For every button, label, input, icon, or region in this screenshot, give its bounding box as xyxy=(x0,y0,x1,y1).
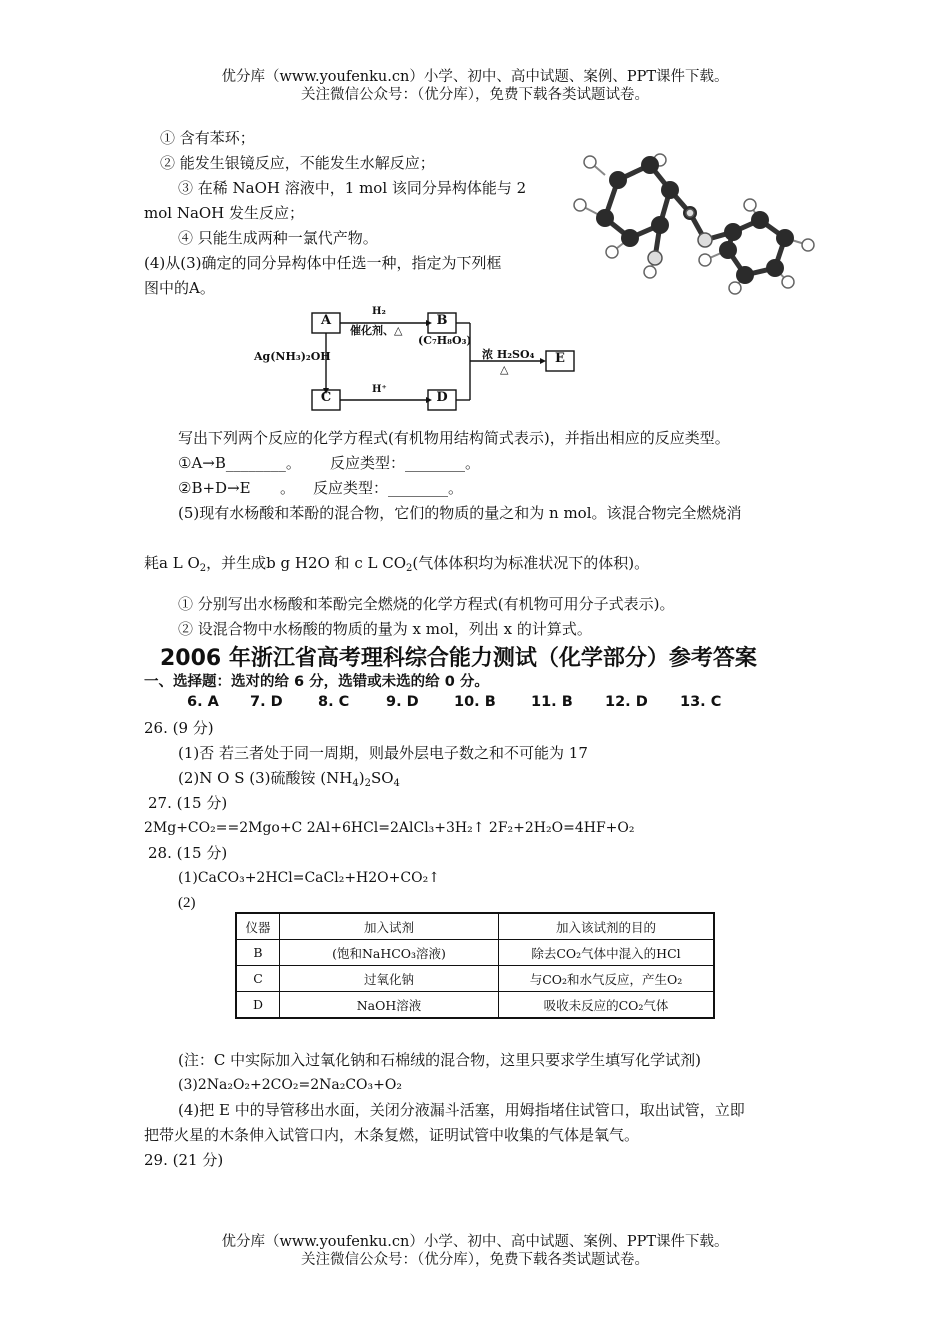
q29-heading: 29. (21 分) xyxy=(144,1151,224,1169)
condition-4: ④ 只能生成两种一氯代产物。 xyxy=(178,229,378,247)
instruction-text: 写出下列两个反应的化学方程式(有机物用结构简式表示)，并指出相应的反应类型。 xyxy=(178,429,730,447)
silver-ammonia-label: Ag(NH₃)₂OH xyxy=(254,350,331,363)
h-plus-label: H⁺ xyxy=(372,384,387,395)
molecule-model-image xyxy=(560,150,820,300)
table-row xyxy=(236,966,714,992)
h2so4-label: 浓 H₂SO₄ xyxy=(482,348,535,361)
table-header-row xyxy=(236,913,714,940)
h2-label: H₂ xyxy=(372,306,386,317)
choice-answer-10: 10. B xyxy=(454,694,496,710)
condition-1: ① 含有苯环； xyxy=(160,129,255,147)
q27-equations: 2Mg+CO₂==2Mgo+C 2Al+6HCl=2AlCl₃+3H₂↑ 2F₂+2H₂O=4HF+O₂ xyxy=(144,820,635,836)
table-header: 仪器 xyxy=(236,913,280,940)
condition-2: ② 能发生银镜反应，不能发生水解反应； xyxy=(160,154,435,172)
q26-heading: 26. (9 分) xyxy=(144,719,214,737)
table-cell: 吸收未反应的CO₂气体 xyxy=(499,992,715,1019)
reaction2-label: ②B+D→E xyxy=(178,479,251,497)
reaction1-label: ①A→B________。 xyxy=(178,454,301,472)
part4-line2: 图中的A。 xyxy=(144,279,215,297)
q28-part4-line2: 把带火星的木条伸入试管口内，木条复燃，证明试管中收集的气体是氧气。 xyxy=(144,1126,640,1144)
section-1-heading: 一、选择题：选对的给 6 分，选错或未选的给 0 分。 xyxy=(144,674,489,690)
heat-label: △ xyxy=(500,363,509,376)
table-cell: (饱和NaHCO₃溶液) xyxy=(280,940,499,966)
table-cell: 除去CO₂气体中混入的HCl xyxy=(499,940,715,966)
table-header: 加入该试剂的目的 xyxy=(499,913,715,940)
box-c-label: C xyxy=(320,390,332,405)
table-cell: NaOH溶液 xyxy=(280,992,499,1019)
choice-answer-7: 7. D xyxy=(250,694,283,710)
q28-note: (注：C 中实际加入过氧化钠和石棉绒的混合物，这里只要求学生填写化学试剂) xyxy=(178,1051,701,1069)
choice-answer-12: 12. D xyxy=(605,694,648,710)
choice-answer-8: 8. C xyxy=(318,694,350,710)
choice-answer-6: 6. A xyxy=(187,694,219,710)
table-cell: C xyxy=(236,966,280,992)
choice-answer-11: 11. B xyxy=(531,694,573,710)
q26-part1: (1)否 若三者处于同一周期，则最外层电子数之和不可能为 17 xyxy=(178,744,588,762)
box-b-label: B xyxy=(436,313,448,328)
box-a-label: A xyxy=(320,313,332,328)
table-row xyxy=(236,940,714,966)
q27-heading: 27. (15 分) xyxy=(148,794,228,812)
choice-answer-9: 9. D xyxy=(386,694,419,710)
condition-3b: mol NaOH 发生反应； xyxy=(144,204,305,222)
page-footer-line2: 关注微信公众号：（优分库），免费下载各类试题试卷。 xyxy=(301,1252,649,1268)
q28-heading: 28. (15 分) xyxy=(148,844,228,862)
table-cell: D xyxy=(236,992,280,1019)
sub-question-1: ① 分别写出水杨酸和苯酚完全燃烧的化学方程式(有机物可用分子式表示)。 xyxy=(178,595,675,613)
table-cell: 过氧化钠 xyxy=(280,966,499,992)
q28-part3: (3)2Na₂O₂+2CO₂=2Na₂CO₃+O₂ xyxy=(178,1077,402,1093)
table-cell: 与CO₂和水气反应，产生O₂ xyxy=(499,966,715,992)
page-header-line2: 关注微信公众号：（优分库），免费下载各类试题试卷。 xyxy=(301,87,649,103)
part5-line1: (5)现有水杨酸和苯酚的混合物，它们的物质的量之和为 n mol。该混合物完全燃烧消 xyxy=(178,504,742,522)
box-e-label: E xyxy=(555,351,565,366)
q28-part4-line1: (4)把 E 中的导管移出水面，关闭分液漏斗活塞，用姆指堵住试管口，取出试管，立即 xyxy=(178,1101,745,1119)
reagent-table xyxy=(235,912,715,1019)
page-footer-line1: 优分库（www.youfenku.cn）小学、初中、高中试题、案例、PPT课件下载。 xyxy=(221,1234,729,1250)
box-d-label: D xyxy=(436,390,448,405)
page-header-line1: 优分库（www.youfenku.cn）小学、初中、高中试题、案例、PPT课件下载。 xyxy=(221,69,729,85)
condition-3a: ③ 在稀 NaOH 溶液中，1 mol 该同分异构体能与 2 xyxy=(178,179,527,197)
q28-part2: (2) xyxy=(178,895,196,911)
answer-title: 2006 年浙江省高考理科综合能力测试（化学部分）参考答案 xyxy=(160,646,757,671)
part5-line2: 耗a L $O_2$，并生成b g H2O 和 c L $CO_2$(气体体积均为标准状况下的体积)。 xyxy=(144,554,650,574)
reaction2-type: 反应类型：________。 xyxy=(313,479,464,497)
b-formula-label: (C₇H₈O₃) xyxy=(418,334,472,347)
table-cell: B xyxy=(236,940,280,966)
choice-answer-13: 13. C xyxy=(680,694,722,710)
table-row xyxy=(236,992,714,1019)
reaction1-type: 反应类型：________。 xyxy=(330,454,481,472)
q28-part1: (1)CaCO₃+2HCl=CaCl₂+H2O+CO₂↑ xyxy=(178,870,440,886)
q26-part2: (2)N O S (3)硫酸铵 $(NH_4)_2SO_4$ xyxy=(178,769,400,789)
catalyst-label: 催化剂、△ xyxy=(350,324,403,337)
reaction2-period: 。 xyxy=(280,479,296,497)
sub-question-2: ② 设混合物中水杨酸的物质的量为 x mol，列出 x 的计算式。 xyxy=(178,620,592,638)
table-header: 加入试剂 xyxy=(280,913,499,940)
part4-line1: (4)从(3)确定的同分异构体中任选一种，指定为下列框 xyxy=(144,254,502,272)
